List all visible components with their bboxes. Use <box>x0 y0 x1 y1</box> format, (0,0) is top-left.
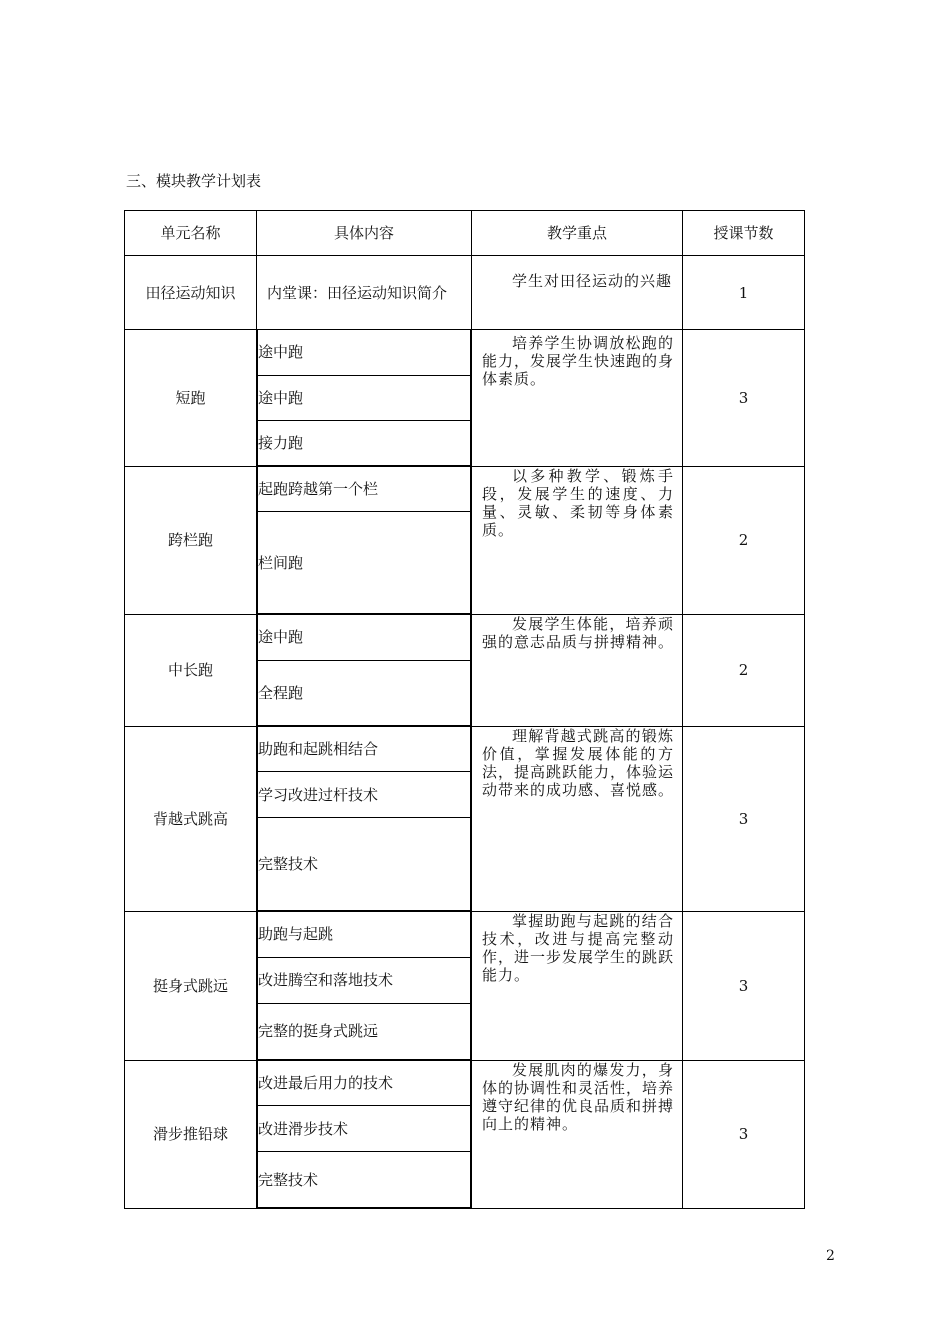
unit-name: 滑步推铅球 <box>125 1060 257 1209</box>
table-row <box>125 466 805 615</box>
teaching-focus: 培养学生协调放松跑的能力，发展学生快速跑的身体素质。 <box>472 330 683 467</box>
content-list <box>257 330 472 467</box>
table-row <box>125 1060 805 1209</box>
content-item: 完整技术 <box>258 1152 471 1208</box>
content-list <box>257 466 472 615</box>
content-list <box>257 615 472 727</box>
section-heading: 三、模块教学计划表 <box>126 172 262 190</box>
content-list <box>257 912 472 1061</box>
content-item: 起跑跨越第一个栏 <box>258 467 471 512</box>
unit-name: 跨栏跑 <box>125 466 257 615</box>
content-item: 栏间跑 <box>258 512 471 614</box>
unit-name: 挺身式跳远 <box>125 912 257 1061</box>
content-item: 内堂课：田径运动知识简介 <box>257 256 472 330</box>
content-item: 完整技术 <box>258 818 471 911</box>
table-row <box>125 256 805 330</box>
unit-name: 背越式跳高 <box>125 726 257 912</box>
table-row <box>125 912 805 1061</box>
teaching-focus: 以多种教学、锻炼手段，发展学生的速度、力量、灵敏、柔韧等身体素质。 <box>472 466 683 615</box>
header-row <box>125 211 805 256</box>
teaching-focus: 掌握助跑与起跳的结合技术，改进与提高完整动作，进一步发展学生的跳跃能力。 <box>472 912 683 1061</box>
content-list <box>257 726 472 912</box>
lesson-count: 3 <box>683 330 805 467</box>
table-row <box>125 330 805 467</box>
teaching-plan-table <box>124 210 805 1209</box>
content-item: 学习改进过杆技术 <box>258 772 471 818</box>
lesson-count: 1 <box>683 256 805 330</box>
lesson-count: 2 <box>683 466 805 615</box>
content-item: 完整的挺身式跳远 <box>258 1003 471 1059</box>
content-list <box>257 1060 472 1209</box>
content-item: 途中跑 <box>258 375 471 420</box>
header-hours: 授课节数 <box>683 211 805 256</box>
lesson-count: 2 <box>683 615 805 727</box>
table-row <box>125 726 805 912</box>
unit-name: 田径运动知识 <box>125 256 257 330</box>
header-content: 具体内容 <box>257 211 472 256</box>
unit-name: 短跑 <box>125 330 257 467</box>
lesson-count: 3 <box>683 1060 805 1209</box>
page-number: 2 <box>826 1248 835 1264</box>
teaching-focus: 学生对田径运动的兴趣 <box>472 256 683 330</box>
content-item: 途中跑 <box>258 330 471 375</box>
content-item: 途中跑 <box>258 615 471 660</box>
header-focus: 教学重点 <box>472 211 683 256</box>
header-unit: 单元名称 <box>125 211 257 256</box>
unit-name: 中长跑 <box>125 615 257 727</box>
content-item: 全程跑 <box>258 660 471 725</box>
teaching-focus: 发展肌肉的爆发力，身体的协调性和灵活性，培养遵守纪律的优良品质和拼搏向上的精神。 <box>472 1060 683 1209</box>
content-item: 改进腾空和落地技术 <box>258 957 471 1003</box>
content-item: 改进最后用力的技术 <box>258 1061 471 1106</box>
content-item: 助跑和起跳相结合 <box>258 727 471 772</box>
content-item: 接力跑 <box>258 420 471 465</box>
content-item: 助跑与起跳 <box>258 912 471 957</box>
table-row <box>125 615 805 727</box>
content-item: 改进滑步技术 <box>258 1106 471 1152</box>
teaching-focus: 理解背越式跳高的锻炼价值，掌握发展体能的方法，提高跳跃能力，体验运动带来的成功感、喜悦感。 <box>472 726 683 912</box>
lesson-count: 3 <box>683 726 805 912</box>
lesson-count: 3 <box>683 912 805 1061</box>
teaching-focus: 发展学生体能，培养顽强的意志品质与拼搏精神。 <box>472 615 683 727</box>
